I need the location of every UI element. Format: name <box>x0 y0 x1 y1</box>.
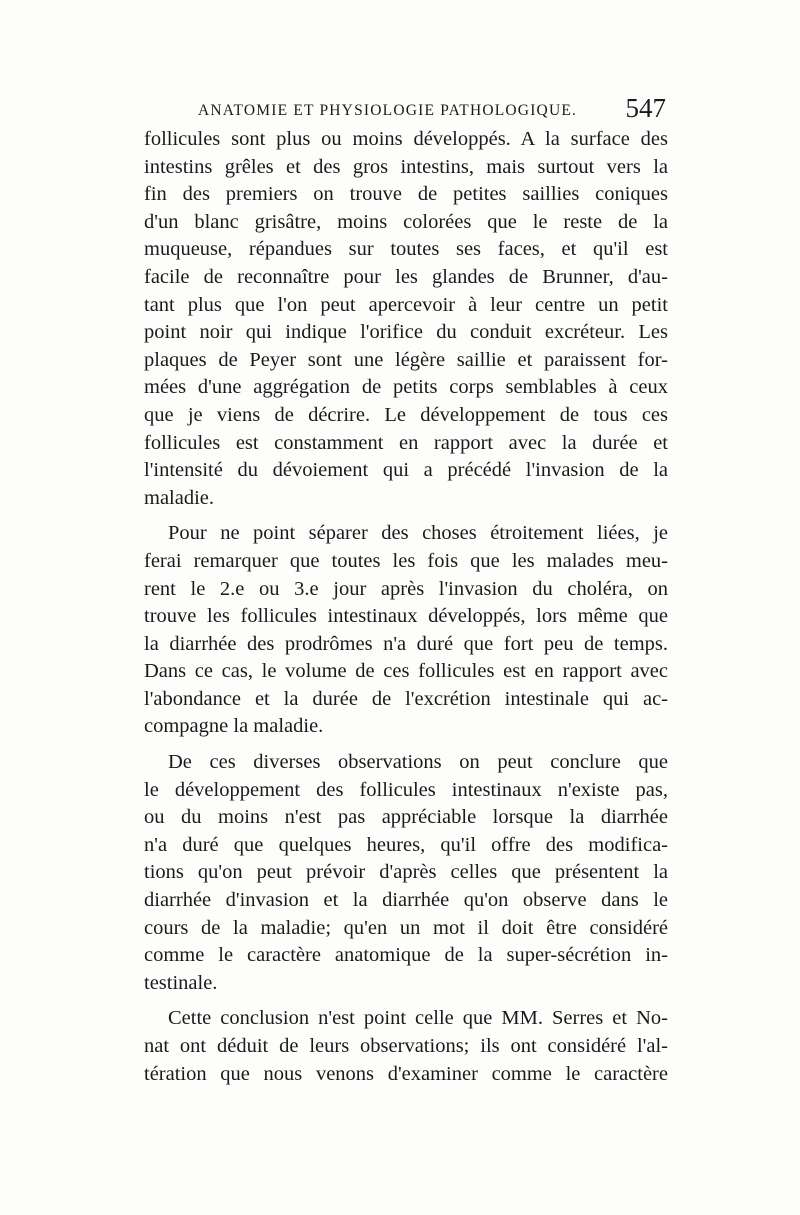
text-line: Pour ne point séparer des choses étroitement liées, je <box>168 522 668 545</box>
text-line: follicules sont plus ou moins développés. A la surface des <box>144 128 668 150</box>
text-line: De ces diverses observations on peut conclure que <box>168 751 668 774</box>
text-line: la diarrhée des prodrômes n'a duré que fort peu de temps. <box>144 632 668 655</box>
text-line: diarrhée d'invasion et la diarrhée qu'on observe dans le <box>144 889 668 912</box>
text-line: le développement des follicules intestinaux n'existe pas, <box>144 778 668 801</box>
text-line: intestins grêles et des gros intestins, mais surtout vers la <box>144 155 668 178</box>
text-line: tération que nous venons d'examiner comme le caractère <box>144 1062 668 1085</box>
paragraph-3 <box>144 749 668 997</box>
page-number: 547 <box>625 93 666 123</box>
text-line: d'un blanc grisâtre, moins colorées que le reste de la <box>144 210 668 233</box>
text-line: follicules est constamment en rapport avec la durée et <box>144 431 668 454</box>
text-line: compagne la maladie. <box>144 715 324 738</box>
text-line: tant plus que l'on peut apercevoir à leur centre un petit <box>144 293 668 316</box>
text-line: rent le 2.e ou 3.e jour après l'invasion du choléra, on <box>144 577 668 600</box>
text-line: comme le caractère anatomique de la super-sécrétion in- <box>144 944 668 967</box>
text-line: facile de reconnaître pour les glandes de Brunner, d'au- <box>144 265 668 288</box>
paragraph-2 <box>144 520 668 741</box>
text-line: plaques de Peyer sont une légère saillie et paraissent for- <box>144 348 668 371</box>
text-line: ou du moins n'est pas appréciable lorsque la diarrhée <box>144 806 668 829</box>
body-text <box>144 126 668 1088</box>
running-title: ANATOMIE ET PHYSIOLOGIE PATHOLOGIQUE. <box>198 102 578 119</box>
text-line: l'intensité du dévoiement qui a précédé l'invasion de la <box>144 459 668 482</box>
text-line: Dans ce cas, le volume de ces follicules est en rapport avec <box>144 660 668 683</box>
paragraph-4 <box>144 1005 668 1088</box>
text-line: Cette conclusion n'est point celle que MM. Serres et No- <box>168 1007 668 1030</box>
text-line: nat ont déduit de leurs observations; ils ont considéré l'al- <box>144 1035 668 1057</box>
paragraph-1 <box>144 126 668 512</box>
text-line: tions qu'on peut prévoir d'après celles que présentent la <box>144 861 668 884</box>
text-line: fin des premiers on trouve de petites saillies coniques <box>144 183 668 206</box>
text-line: testinale. <box>144 971 218 994</box>
text-line: mées d'une aggrégation de petits corps semblables à ceux <box>144 376 668 399</box>
text-line: que je viens de décrire. Le développement de tous ces <box>144 403 668 426</box>
text-line: maladie. <box>144 486 215 509</box>
text-line: l'abondance et la durée de l'excrétion intestinale qui ac- <box>144 687 668 710</box>
text-line: ferai remarquer que toutes les fois que les malades meu- <box>144 549 668 572</box>
text-line: point noir qui indique l'orifice du conduit excréteur. Les <box>144 321 668 344</box>
text-line: n'a duré que quelques heures, qu'il offre des modifica- <box>144 833 668 856</box>
running-head <box>198 94 666 124</box>
text-line: cours de la maladie; qu'en un mot il doit être considéré <box>144 916 668 939</box>
text-line: trouve les follicules intestinaux développés, lors même que <box>144 605 668 628</box>
text-line: muqueuse, répandues sur toutes ses faces, et qu'il est <box>144 238 668 261</box>
